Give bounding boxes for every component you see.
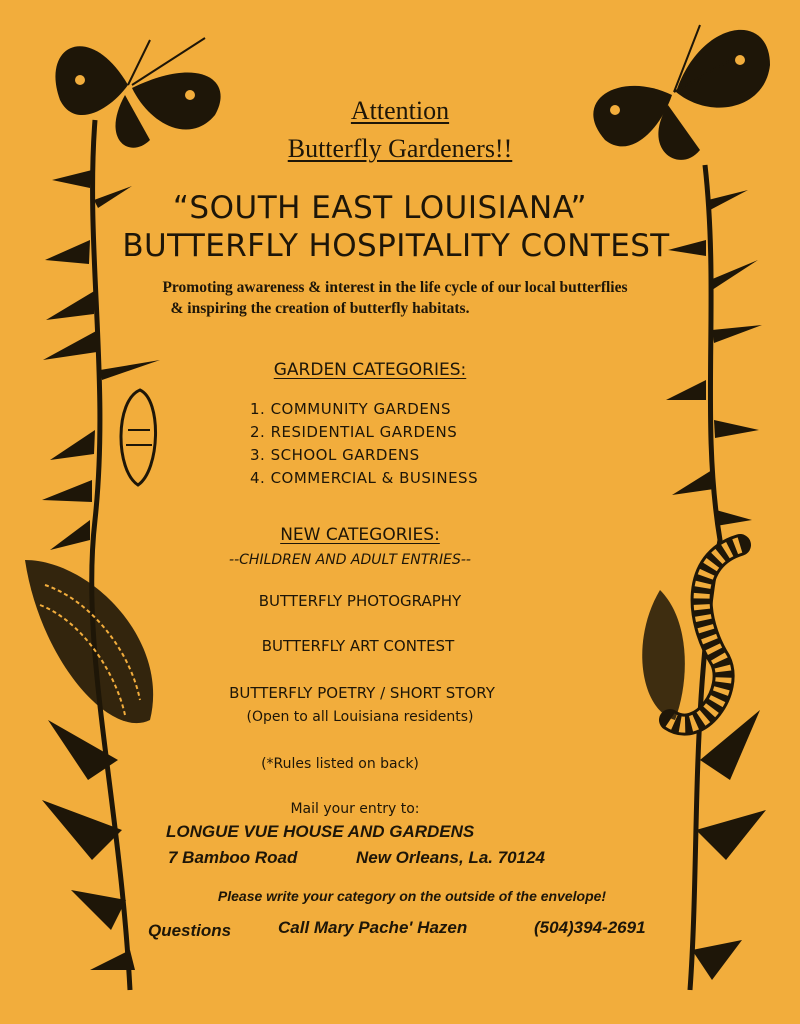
rules-note: (*Rules listed on back) <box>261 756 419 772</box>
garden-categories-list <box>250 400 478 492</box>
new-categories-heading: NEW CATEGORIES: <box>280 525 440 545</box>
contact-label: Questions <box>148 921 232 940</box>
photography-category: BUTTERFLY PHOTOGRAPHY <box>258 592 462 610</box>
heading-line2: Butterfly Gardeners!! <box>287 134 513 163</box>
poetry-category: BUTTERFLY POETRY / SHORT STORY <box>229 684 495 702</box>
chrysalis-icon <box>121 390 156 485</box>
list-item: 1. COMMUNITY GARDENS <box>250 400 452 418</box>
intro-line2: & inspiring the creation of butterfly habitats. <box>170 300 470 317</box>
intro-line1: Promoting awareness & interest in the life cycle of our local butterflies <box>162 279 628 296</box>
heading-line1: Attention <box>350 96 450 125</box>
mail-prompt: Mail your entry to: <box>290 801 420 817</box>
garden-categories-heading: GARDEN CATEGORIES: <box>273 360 467 380</box>
title-line1: “SOUTH EAST LOUISIANA” <box>172 190 588 226</box>
new-categories-subheading: --CHILDREN AND ADULT ENTRIES-- <box>229 552 471 568</box>
mail-name: LONGUE VUE HOUSE AND GARDENS <box>166 822 475 841</box>
envelope-note: Please write your category on the outside of the envelope! <box>217 888 607 904</box>
mail-city: New Orleans, La. 70124 <box>356 848 545 867</box>
list-item: 4. COMMERCIAL & BUSINESS <box>250 469 479 487</box>
list-item: 3. SCHOOL GARDENS <box>250 446 420 464</box>
left-butterfly-icon <box>55 38 220 148</box>
contact-text: Call Mary Pache' Hazen <box>278 918 468 937</box>
list-item: 2. RESIDENTIAL GARDENS <box>250 423 458 441</box>
art-category: BUTTERFLY ART CONTEST <box>261 637 455 655</box>
title-line2: BUTTERFLY HOSPITALITY CONTEST <box>122 228 670 264</box>
mail-street: 7 Bamboo Road <box>168 848 298 867</box>
contact-phone: (504)394-2691 <box>534 918 646 937</box>
poetry-note: (Open to all Louisiana residents) <box>246 709 474 725</box>
